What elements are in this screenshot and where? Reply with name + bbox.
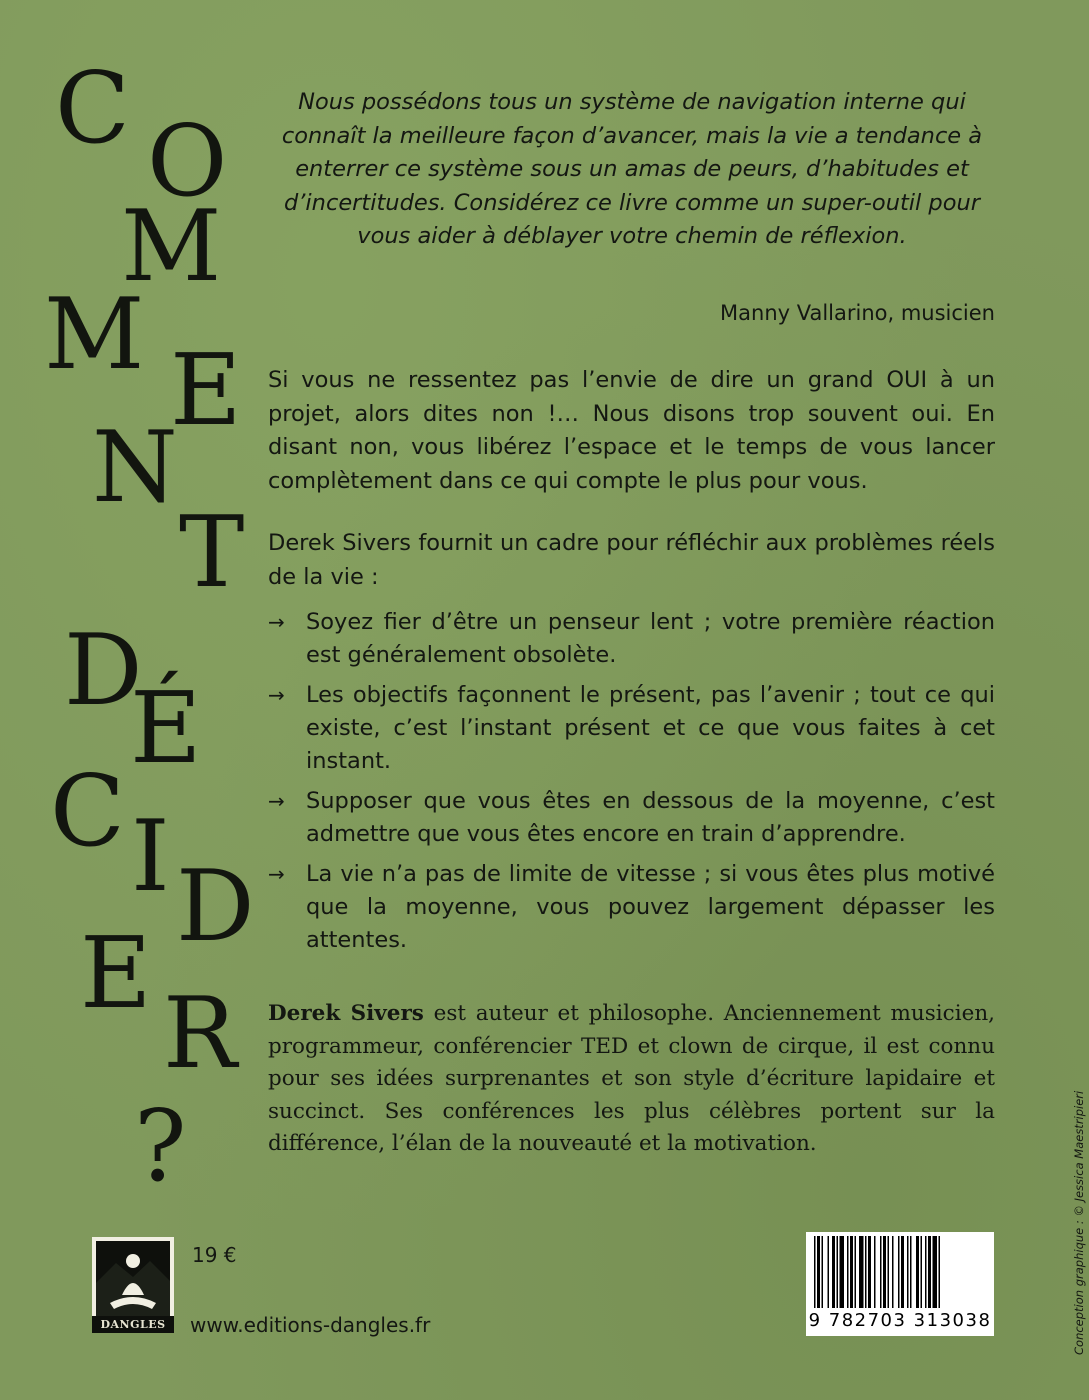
barcode-number: 9 782703 313038 <box>808 1310 992 1331</box>
bullet-text: Soyez fier d’être un penseur lent ; votre première réaction est généralement obsolète. <box>306 609 995 668</box>
title-question-mark: ? <box>134 1090 187 1204</box>
arrow-icon: → <box>268 789 285 813</box>
arrow-icon: → <box>268 683 285 707</box>
price: 19 € <box>192 1243 237 1267</box>
framework-paragraph: Derek Sivers fournit un cadre pour réfléchir aux problèmes réels de la vie : <box>268 530 995 590</box>
title-letter-e-1: E <box>170 334 242 448</box>
title-letter-c-1: C <box>55 52 130 166</box>
list-item <box>268 858 995 957</box>
list-item <box>268 606 995 672</box>
bullet-text: La vie n’a pas de limite de vitesse ; si vous êtes plus motivé que la moyenne, vous pouvez largement dépasser les attentes. <box>306 861 995 953</box>
title-letter-i: I <box>131 800 170 914</box>
title-letter-d-1: D <box>64 614 143 728</box>
intro-paragraph: Si vous ne ressentez pas l’envie de dire un grand OUI à un projet, alors dites non !… Nous disons trop souvent oui. En disant non, vous libérez l’espace et le temps de vous lancer complètement dans ce qui compte le plus pour vous. <box>268 367 995 494</box>
publisher-website: www.editions-dangles.fr <box>190 1313 431 1337</box>
title-letter-c-2: C <box>50 755 125 869</box>
title-letter-n: N <box>92 411 178 525</box>
author-bio-text: est auteur et philosophe. Anciennement musicien, programmeur, conférencier TED et clown de cirque, il est connu pour ses idées surprenantes et son style d’écriture lapidaire et succinct. Ses conférences les plus célèbres portent sur la différence, l’élan de la nouveauté et la motivation. <box>268 1001 995 1156</box>
title-letter-d-2: D <box>176 850 255 964</box>
title-letter-t: T <box>179 496 245 610</box>
title-letter-m-1: M <box>121 190 222 304</box>
list-item <box>268 679 995 778</box>
bullet-list <box>268 606 995 964</box>
bullet-text: Les objectifs façonnent le présent, pas l’avenir ; tout ce qui existe, c’est l’instant présent et ce que vous faites à cet instant. <box>306 682 995 774</box>
title-letter-o: O <box>147 105 228 219</box>
list-item <box>268 785 995 851</box>
quote-text: Nous possédons tous un système de navigation interne qui connaît la meilleure façon d’avancer, mais la vie a tendance à enterrer ce système sous un amas de peurs, d’habitudes et d’incertitudes. Considérez ce livre comme un super-outil pour vous aider à déblayer votre chemin de réflexion. <box>281 89 983 249</box>
arrow-icon: → <box>268 610 285 634</box>
title-letter-e-2: E <box>80 917 152 1031</box>
barcode-icon <box>814 1236 986 1308</box>
arrow-icon: → <box>268 862 285 886</box>
title-letter-r: R <box>163 977 237 1091</box>
author-bio <box>268 998 995 1161</box>
design-credit: Conception graphique : © Jessica Maestripieri <box>1072 1090 1086 1355</box>
publisher-logo-label: DANGLES <box>92 1316 174 1333</box>
bullet-text: Supposer que vous êtes en dessous de la moyenne, c’est admettre que vous êtes encore en train d’apprendre. <box>306 788 995 847</box>
author-name: Derek Sivers <box>268 1001 424 1026</box>
title-letter-e-accent: É <box>130 672 202 786</box>
quote-author: Manny Vallarino, musicien <box>720 301 995 325</box>
title-letter-m-2: M <box>44 278 145 392</box>
